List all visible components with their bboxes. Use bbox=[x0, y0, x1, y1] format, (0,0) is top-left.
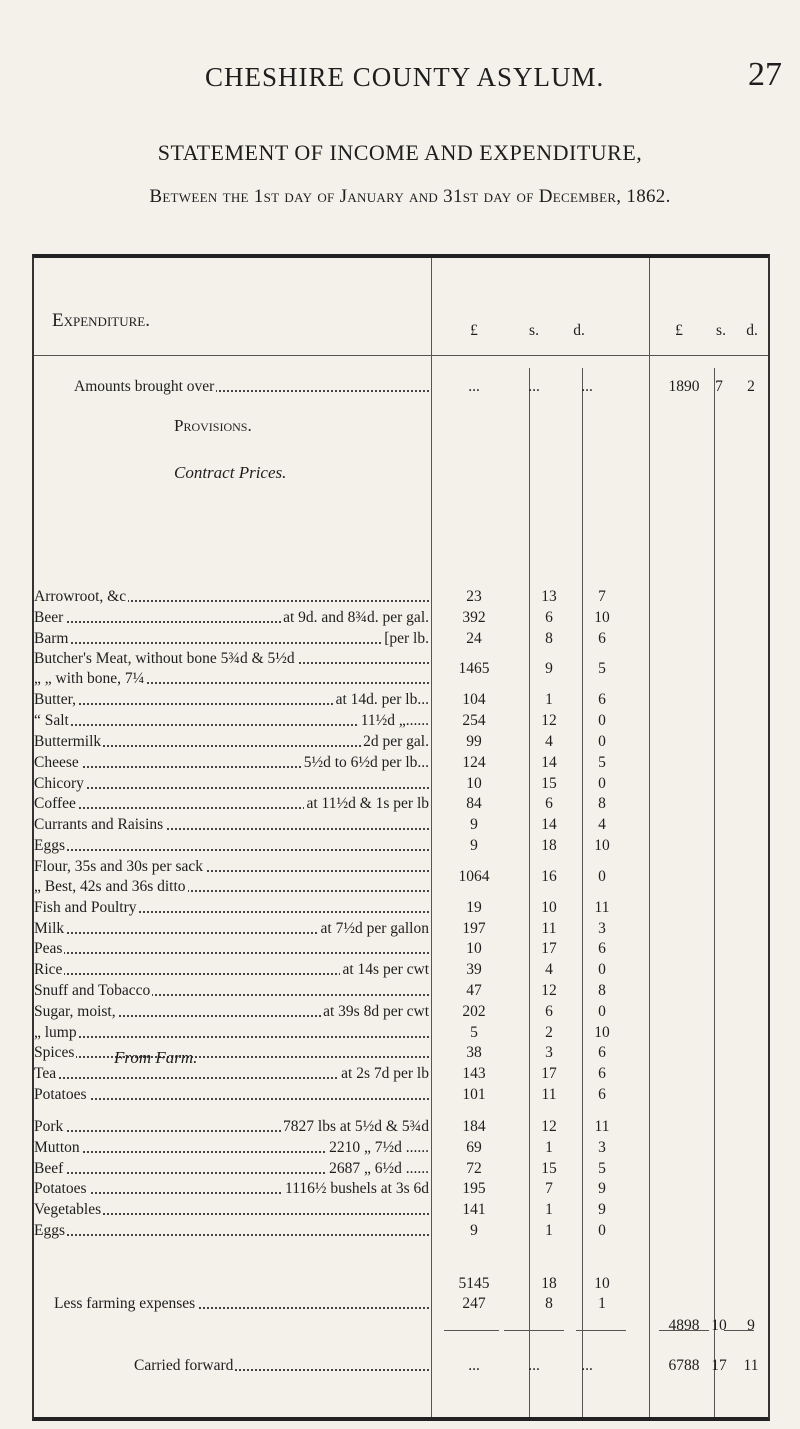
row-label: Snuff and Tobacco bbox=[34, 982, 151, 999]
carried-forward-row bbox=[34, 1357, 768, 1377]
cell-shillings: 15 bbox=[541, 774, 557, 792]
cell-shillings: 1 bbox=[545, 1138, 553, 1156]
cell-pence: 6 bbox=[598, 1044, 606, 1062]
cell-pounds: 184 bbox=[462, 1118, 486, 1135]
cell-shillings: 12 bbox=[541, 982, 557, 999]
cell-pounds: 23 bbox=[466, 588, 482, 605]
table-row bbox=[34, 733, 768, 753]
cell-pence: 6 bbox=[598, 1065, 606, 1083]
row-label: Cheese bbox=[34, 753, 79, 771]
table-row bbox=[34, 609, 768, 629]
table-row bbox=[34, 1065, 768, 1085]
cell-pence: 0 bbox=[598, 774, 606, 792]
cell-pence: 7 bbox=[598, 588, 606, 605]
row-label: Potatoes bbox=[34, 1180, 87, 1198]
cell-shillings: 1 bbox=[545, 691, 553, 709]
row-note: at 11½d & 1s per lb bbox=[306, 795, 429, 813]
cell-pounds: 10 bbox=[466, 774, 482, 792]
cell: 17 bbox=[711, 1357, 727, 1374]
cell-shillings: 12 bbox=[541, 712, 557, 730]
cell-pounds: 9 bbox=[470, 837, 478, 854]
header-row bbox=[34, 310, 768, 339]
cell-shillings: 2 bbox=[545, 1023, 553, 1041]
cell: 9 bbox=[747, 1317, 755, 1334]
cell-pounds: 1465 bbox=[458, 660, 490, 678]
table-row bbox=[34, 1222, 768, 1242]
cell-pounds: 101 bbox=[462, 1086, 486, 1103]
cell: 6788 bbox=[668, 1357, 700, 1374]
table-row bbox=[34, 712, 768, 732]
cell: 11 bbox=[743, 1357, 759, 1374]
col-shillings: s. bbox=[529, 322, 539, 339]
col-pence: d. bbox=[573, 322, 585, 339]
row-label: Currants and Raisins bbox=[34, 816, 164, 834]
table-row bbox=[34, 899, 768, 919]
cell-pence: 3 bbox=[598, 919, 606, 937]
row-note: 7827 lbs at 5½d & 5¾d bbox=[283, 1118, 429, 1135]
provisions-header: Provisions. bbox=[174, 416, 252, 435]
cell: 1 bbox=[598, 1295, 606, 1312]
cell: 8 bbox=[545, 1295, 553, 1312]
row-label: “ Salt bbox=[34, 712, 69, 730]
cell-pence: 10 bbox=[594, 608, 610, 626]
cell: 10 bbox=[594, 1275, 610, 1292]
cell-pence: 6 bbox=[598, 629, 606, 647]
row-note: at 14d. per lb... bbox=[335, 691, 429, 709]
table-row bbox=[34, 1118, 768, 1138]
row-label: „ lump bbox=[34, 1023, 77, 1041]
cell-pence: 5 bbox=[598, 1159, 606, 1177]
contract-header: Contract Prices. bbox=[174, 463, 287, 482]
table-row bbox=[34, 982, 768, 1002]
cell-shillings: 10 bbox=[541, 898, 557, 916]
cell-pounds: 1064 bbox=[458, 867, 490, 885]
brought-over-label: Amounts brought over bbox=[74, 378, 215, 395]
subtotal-row bbox=[34, 1275, 768, 1295]
cell-pence: 9 bbox=[598, 1180, 606, 1198]
row-label: Fish and Poultry bbox=[34, 898, 137, 916]
cell-pence: 0 bbox=[598, 961, 606, 979]
cell-shillings: 13 bbox=[541, 588, 557, 605]
table-row bbox=[34, 1139, 768, 1159]
cell-pounds: 124 bbox=[462, 753, 486, 771]
cell-pounds: 10 bbox=[466, 940, 482, 958]
cell-pence: 10 bbox=[594, 837, 610, 854]
cell: 1890 bbox=[668, 378, 700, 395]
cell-pounds: 84 bbox=[466, 795, 482, 813]
table-row bbox=[34, 1180, 768, 1200]
cell-pounds: 24 bbox=[466, 629, 482, 647]
cell-shillings: 12 bbox=[541, 1118, 557, 1135]
running-head-title: CHESHIRE COUNTY ASYLUM. bbox=[205, 62, 605, 92]
cell-pounds: 39 bbox=[466, 961, 482, 979]
row-label: Barm bbox=[34, 629, 69, 647]
col-pence-total: d. bbox=[746, 322, 758, 339]
cell-shillings: 1 bbox=[545, 1201, 553, 1219]
cell-pence: 8 bbox=[598, 982, 606, 999]
cell: 5145 bbox=[458, 1275, 490, 1292]
row-label: Beef bbox=[34, 1159, 64, 1177]
row-note: [per lb. bbox=[384, 629, 429, 647]
row-label: Eggs bbox=[34, 1222, 65, 1239]
cell-pence: 6 bbox=[598, 691, 606, 709]
cell-pence: 6 bbox=[598, 940, 606, 958]
row-label: Coffee bbox=[34, 795, 76, 813]
cell-shillings: 11 bbox=[541, 919, 557, 937]
row-label: Beer bbox=[34, 608, 64, 626]
row-label: Butter, bbox=[34, 691, 76, 709]
cell-pounds: 72 bbox=[466, 1159, 482, 1177]
row-label: Sugar, moist, bbox=[34, 1002, 116, 1020]
row-label: Vegetables bbox=[34, 1201, 102, 1219]
cell: 10 bbox=[711, 1317, 727, 1334]
col-shillings-total: s. bbox=[716, 322, 726, 339]
cell: 18 bbox=[541, 1275, 557, 1292]
cell-shillings: 14 bbox=[541, 816, 557, 834]
row-label: Spices bbox=[34, 1044, 75, 1062]
cell-pounds: 19 bbox=[466, 898, 482, 916]
row-label: Potatoes bbox=[34, 1086, 87, 1103]
cell: 4898 bbox=[668, 1317, 700, 1334]
net-row bbox=[34, 1317, 768, 1337]
cell-shillings: 4 bbox=[545, 733, 553, 750]
cell-shillings: 6 bbox=[545, 608, 553, 626]
cell-shillings: 6 bbox=[545, 795, 553, 813]
cell-pence: 0 bbox=[598, 867, 606, 885]
row-label: Eggs bbox=[34, 837, 65, 854]
cell-shillings: 8 bbox=[545, 629, 553, 647]
row-note: 5½d to 6½d per lb... bbox=[303, 753, 429, 771]
row-note: at 39s 8d per cwt bbox=[323, 1002, 429, 1020]
brought-over-row bbox=[34, 378, 768, 398]
cell-pence: 0 bbox=[598, 712, 606, 730]
col-pounds-total: £ bbox=[675, 322, 683, 339]
cell: ... bbox=[528, 1357, 540, 1374]
carried-forward-label: Carried forward bbox=[134, 1357, 234, 1374]
row-label: Pork bbox=[34, 1118, 64, 1135]
table-row bbox=[34, 795, 768, 815]
cell-pence: 11 bbox=[594, 1118, 610, 1135]
col-pounds: £ bbox=[470, 322, 478, 339]
table-row bbox=[34, 754, 768, 774]
cell-pence: 11 bbox=[594, 898, 610, 916]
cell-pence: 5 bbox=[598, 753, 606, 771]
table-row bbox=[34, 588, 768, 608]
cell-shillings: 17 bbox=[541, 940, 557, 958]
cell-shillings: 6 bbox=[545, 1002, 553, 1020]
section-header: Expenditure. bbox=[52, 310, 150, 331]
cell-shillings: 16 bbox=[541, 867, 557, 885]
table-row bbox=[34, 837, 768, 857]
table-row bbox=[34, 1201, 768, 1221]
cell-shillings: 17 bbox=[541, 1065, 557, 1083]
cell-pence: 10 bbox=[594, 1023, 610, 1041]
table-row bbox=[34, 1160, 768, 1180]
page-number: 27 bbox=[748, 56, 782, 93]
cell-pounds: 104 bbox=[462, 691, 486, 709]
table-row bbox=[34, 1086, 768, 1106]
running-head bbox=[0, 56, 800, 102]
cell-pounds: 254 bbox=[462, 712, 486, 730]
expenditure-table bbox=[32, 254, 770, 1421]
row-label: Peas bbox=[34, 940, 63, 958]
row-label: Flour, 35s and 30s per sack bbox=[34, 857, 203, 875]
row-note: 2d per gal. bbox=[363, 733, 429, 750]
cell-pounds: 5 bbox=[470, 1023, 478, 1041]
row-note: at 2s 7d per lb bbox=[341, 1065, 429, 1083]
cell-shillings: 3 bbox=[545, 1044, 553, 1062]
cell: 247 bbox=[462, 1295, 486, 1312]
cell-pence: 0 bbox=[598, 1222, 606, 1239]
cell-shillings: 7 bbox=[545, 1180, 553, 1198]
cell-shillings: 11 bbox=[541, 1086, 557, 1103]
cell-pence: 6 bbox=[598, 1086, 606, 1103]
row-label-2: „ „ with bone, 7¼ bbox=[34, 670, 145, 688]
cell-pence: 4 bbox=[598, 816, 606, 834]
row-label: Butcher's Meat, without bone 5¾d & 5½d bbox=[34, 650, 295, 668]
table-row bbox=[34, 691, 768, 711]
table-row bbox=[34, 650, 768, 690]
farm-header: From Farm. bbox=[114, 1048, 198, 1067]
table-row bbox=[34, 1003, 768, 1023]
cell-pounds: 38 bbox=[466, 1044, 482, 1062]
cell-pounds: 143 bbox=[462, 1065, 486, 1083]
cell: 2 bbox=[747, 378, 755, 395]
less-farming-label: Less farming expenses bbox=[54, 1295, 196, 1312]
cell-pounds: 9 bbox=[470, 1222, 478, 1239]
cell-pence: 3 bbox=[598, 1138, 606, 1156]
table-row bbox=[34, 630, 768, 650]
cell-pounds: 202 bbox=[462, 1002, 486, 1020]
cell-shillings: 15 bbox=[541, 1159, 557, 1177]
statement-title: STATEMENT OF INCOME AND EXPENDITURE, bbox=[157, 140, 643, 165]
cell-pounds: 392 bbox=[462, 608, 486, 626]
row-note: 11½d „...... bbox=[360, 712, 429, 730]
row-label: Rice bbox=[34, 961, 63, 979]
row-note: 1116½ bushels at 3s 6d bbox=[285, 1180, 429, 1198]
row-note: at 9d. and 8¾d. per gal. bbox=[283, 608, 429, 626]
cell-shillings: 18 bbox=[541, 837, 557, 854]
row-label-2: „ Best, 42s and 36s ditto bbox=[34, 877, 186, 895]
cell: ... bbox=[581, 1357, 593, 1374]
cell-pounds: 195 bbox=[462, 1180, 486, 1198]
cell-pounds: 9 bbox=[470, 816, 478, 834]
cell-pence: 9 bbox=[598, 1201, 606, 1219]
row-label: Tea bbox=[34, 1065, 57, 1083]
cell-pence: 8 bbox=[598, 795, 606, 813]
row-label: Mutton bbox=[34, 1138, 80, 1156]
row-note: 2687 „ 6½d ...... bbox=[329, 1159, 429, 1177]
row-label: Buttermilk bbox=[34, 733, 102, 750]
table-row bbox=[34, 816, 768, 836]
cell-pounds: 99 bbox=[466, 733, 482, 750]
cell-pounds: 197 bbox=[462, 919, 486, 937]
cell-pence: 5 bbox=[598, 660, 606, 678]
statement-subtitle: Between the 1st day of January and 31st day of December, 1862. bbox=[149, 186, 671, 207]
cell-pence: 0 bbox=[598, 1002, 606, 1020]
table-row bbox=[34, 961, 768, 981]
cell-pounds: 69 bbox=[466, 1138, 482, 1156]
row-label: Milk bbox=[34, 919, 65, 937]
row-note: 2210 „ 7½d ...... bbox=[329, 1138, 429, 1156]
row-label: Arrowroot, &c bbox=[34, 588, 127, 605]
cell-shillings: 14 bbox=[541, 753, 557, 771]
table-row bbox=[34, 858, 768, 898]
row-note: at 7½d per gallon bbox=[320, 919, 429, 937]
cell: ... bbox=[528, 378, 540, 395]
table-row bbox=[34, 775, 768, 795]
row-label: Chicory bbox=[34, 774, 84, 792]
cell: 7 bbox=[715, 378, 723, 395]
cell: ... bbox=[581, 378, 593, 395]
less-farming-row bbox=[34, 1295, 768, 1315]
cell-pounds: 141 bbox=[462, 1201, 486, 1219]
cell-shillings: 9 bbox=[545, 660, 553, 678]
row-note: at 14s per cwt bbox=[342, 961, 429, 979]
table-row bbox=[34, 1024, 768, 1044]
cell-shillings: 1 bbox=[545, 1222, 553, 1239]
cell-shillings: 4 bbox=[545, 961, 553, 979]
cell: ... bbox=[468, 378, 480, 395]
cell-pounds: 47 bbox=[466, 982, 482, 999]
table-row bbox=[34, 920, 768, 940]
cell-pence: 0 bbox=[598, 733, 606, 750]
cell: ... bbox=[468, 1357, 480, 1374]
header-rule bbox=[34, 355, 768, 356]
table-row bbox=[34, 940, 768, 960]
